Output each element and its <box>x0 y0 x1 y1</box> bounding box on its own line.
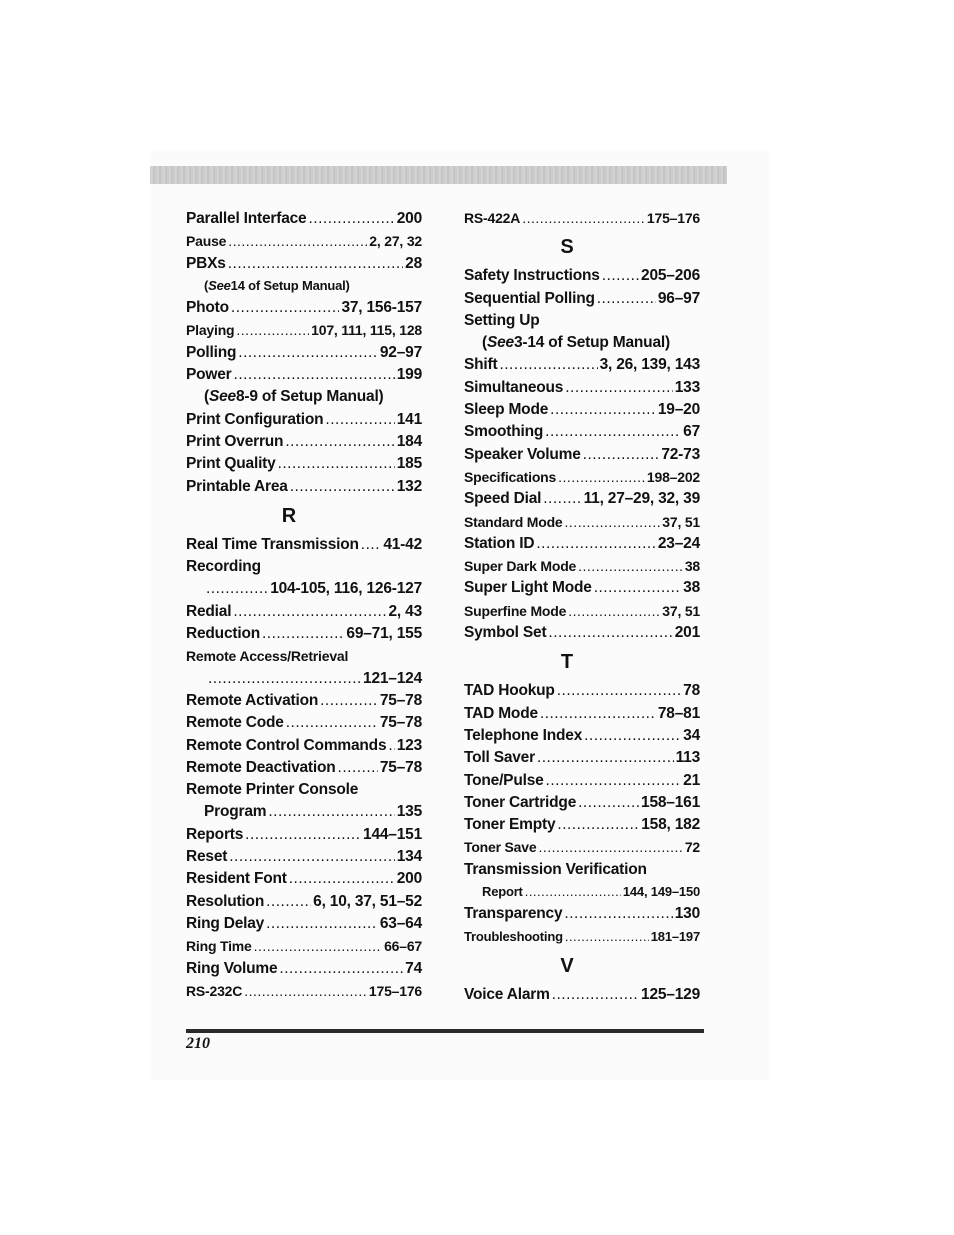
index-term: Photo <box>186 299 229 317</box>
index-pages: 21 <box>683 771 700 789</box>
leader-dots <box>308 208 394 230</box>
index-pages: 200 <box>396 870 422 888</box>
index-term: Voice Alarm <box>464 985 550 1003</box>
leader-dots <box>338 757 378 779</box>
leader-dots <box>289 868 395 890</box>
index-pages: 175–176 <box>368 982 422 999</box>
note-see-word: See <box>208 388 236 406</box>
index-entry <box>186 319 422 341</box>
index-pages: 34 <box>683 726 700 744</box>
leader-dots <box>568 600 660 622</box>
index-term: Polling <box>186 343 237 361</box>
index-entry <box>464 600 700 622</box>
index-pages: 181–197 <box>650 928 700 944</box>
index-term: Pause <box>186 233 227 250</box>
index-entry <box>186 958 422 980</box>
index-pages: 184 <box>396 432 422 450</box>
index-pages: 37, 51 <box>662 513 700 530</box>
index-pages: 75–78 <box>379 758 422 776</box>
index-pages: 75–78 <box>379 714 422 732</box>
index-entry <box>464 207 700 229</box>
index-pages: 107, 111, 115, 128 <box>311 322 422 339</box>
index-entry <box>186 891 422 913</box>
leader-dots <box>266 913 378 935</box>
index-term: Program <box>204 803 267 821</box>
index-term: Super Light Mode <box>464 579 592 597</box>
index-entry <box>186 230 422 252</box>
index-pages: 19–20 <box>657 401 700 419</box>
index-entry <box>464 770 700 792</box>
index-entry <box>186 690 422 712</box>
index-pages: 132 <box>396 477 422 495</box>
index-entry <box>186 534 422 556</box>
index-continuation <box>186 668 422 690</box>
leader-dots <box>228 253 403 275</box>
index-pages: 201 <box>674 624 700 642</box>
index-entry <box>186 253 422 275</box>
leader-dots <box>285 431 394 453</box>
index-entry <box>464 421 700 443</box>
index-column-left <box>186 208 422 1002</box>
index-entry <box>464 577 700 599</box>
index-term: Simultaneous <box>464 378 564 396</box>
index-entry <box>186 935 422 957</box>
index-entry <box>464 444 700 466</box>
index-entry <box>186 601 422 623</box>
leader-dots <box>552 984 639 1006</box>
index-entry <box>464 836 700 858</box>
index-pages: 205–206 <box>641 267 700 285</box>
index-entry-heading: Transmission Verification <box>464 860 647 878</box>
index-entry <box>186 453 422 475</box>
leader-dots <box>229 846 395 868</box>
index-entry <box>464 747 700 769</box>
leader-dots <box>236 319 309 341</box>
index-letter-heading: S <box>560 236 574 259</box>
index-entry <box>186 980 422 1002</box>
leader-dots <box>548 622 672 644</box>
index-entry <box>464 903 700 925</box>
leader-dots <box>234 364 395 386</box>
index-pages: 72 <box>684 839 700 856</box>
leader-dots <box>578 792 639 814</box>
index-entry <box>186 735 422 757</box>
index-entry <box>186 476 422 498</box>
index-term: Telephone Index <box>464 726 583 744</box>
index-term: Print Overrun <box>186 432 284 450</box>
leader-dots <box>233 601 386 623</box>
index-entry <box>464 488 700 510</box>
index-entry <box>186 431 422 453</box>
index-term: Remote Control Commands <box>186 736 387 754</box>
index-term: Ring Time <box>186 938 252 955</box>
index-pages: 23–24 <box>657 534 700 552</box>
index-entry <box>186 623 422 645</box>
index-pages: 185 <box>396 455 422 473</box>
index-entry <box>464 466 700 488</box>
index-pages: 67 <box>683 423 700 441</box>
index-term: Resident Font <box>186 870 287 888</box>
note-text: 8-9 of Setup Manual) <box>235 388 384 406</box>
leader-dots <box>325 409 394 431</box>
leader-dots <box>546 770 682 792</box>
index-term: Ring Delay <box>186 914 265 932</box>
index-entry <box>464 288 700 310</box>
leader-dots <box>578 555 683 577</box>
index-entry <box>186 868 422 890</box>
index-term: Print Configuration <box>186 410 324 428</box>
index-entry <box>186 913 422 935</box>
index-entry <box>186 801 422 823</box>
note-see-word: See <box>486 334 514 352</box>
leader-dots <box>597 288 656 310</box>
leader-dots <box>565 926 649 948</box>
leader-dots <box>550 399 656 421</box>
leader-dots <box>245 824 361 846</box>
index-term: Print Quality <box>186 455 276 473</box>
index-term: Specifications <box>464 468 557 485</box>
index-pages: 38 <box>683 579 700 597</box>
leader-dots <box>208 668 361 690</box>
leader-dots <box>268 801 394 823</box>
index-term: Toner Save <box>464 839 537 856</box>
index-entry <box>186 208 422 230</box>
index-entry <box>464 354 700 376</box>
leader-dots <box>545 421 681 443</box>
index-see-note <box>186 275 422 297</box>
index-entry-heading: Setting Up <box>464 311 540 329</box>
leader-dots <box>525 881 621 903</box>
index-entry <box>186 757 422 779</box>
index-term: RS-422A <box>464 210 521 226</box>
index-term: Sleep Mode <box>464 401 549 419</box>
leader-dots <box>557 814 639 836</box>
index-entry <box>464 622 700 644</box>
index-pages: 37, 51 <box>662 602 700 619</box>
index-pages: 144, 149–150 <box>622 884 700 900</box>
index-entry-heading: Remote Access/Retrieval <box>186 648 349 665</box>
index-letter-heading: R <box>281 504 297 527</box>
index-term: Toner Empty <box>464 816 556 834</box>
index-pages: 78–81 <box>657 704 700 722</box>
index-term: Smoothing <box>464 423 544 441</box>
leader-dots <box>361 534 382 556</box>
leader-dots <box>290 476 395 498</box>
index-term: Symbol Set <box>464 624 547 642</box>
leader-dots <box>564 903 672 925</box>
index-pages: 198–202 <box>646 468 700 485</box>
index-pages: 69–71, 155 <box>346 625 422 643</box>
index-see-note <box>464 332 700 354</box>
index-term: PBXs <box>186 254 226 272</box>
index-term: RS-232C <box>186 982 243 999</box>
leader-dots <box>279 958 403 980</box>
index-see-note <box>186 386 422 408</box>
index-pages: 130 <box>674 905 700 923</box>
leader-dots <box>278 453 395 475</box>
index-term: Remote Deactivation <box>186 758 336 776</box>
index-pages: 123 <box>396 736 422 754</box>
leader-dots <box>320 690 378 712</box>
leader-dots <box>538 836 682 858</box>
index-pages: 200 <box>396 210 422 227</box>
index-term: Reduction <box>186 625 260 643</box>
index-term: Station ID <box>464 534 535 552</box>
index-letter-heading: T <box>560 651 574 674</box>
leader-dots <box>536 533 656 555</box>
index-term: Standard Mode <box>464 513 563 530</box>
index-pages: 141 <box>396 410 422 428</box>
index-pages: 37, 156-157 <box>341 299 422 317</box>
index-pages: 144–151 <box>363 825 422 843</box>
index-term: Remote Code <box>186 714 284 732</box>
index-pages: 158, 182 <box>641 816 700 834</box>
index-term: TAD Hookup <box>464 682 555 700</box>
leader-dots <box>228 230 367 252</box>
leader-dots <box>499 354 597 376</box>
index-entry <box>186 409 422 431</box>
index-term: Super Dark Mode <box>464 558 577 575</box>
index-entry <box>186 364 422 386</box>
leader-dots <box>537 747 674 769</box>
leader-dots <box>254 935 382 957</box>
index-pages: 63–64 <box>379 914 422 932</box>
index-entry <box>464 555 700 577</box>
leader-dots <box>522 207 645 229</box>
index-pages: 38 <box>684 558 700 575</box>
leader-dots <box>565 511 661 533</box>
index-term: Ring Volume <box>186 959 278 977</box>
index-entry <box>186 824 422 846</box>
index-term: Speaker Volume <box>464 445 581 463</box>
page-number: 210 <box>186 1035 210 1052</box>
index-entry <box>464 881 700 903</box>
index-pages: 11, 27–29, 32, 39 <box>583 490 700 508</box>
leader-dots <box>540 703 656 725</box>
leader-dots <box>266 891 311 913</box>
index-pages: 74 <box>405 959 422 977</box>
leader-dots <box>583 444 660 466</box>
leader-dots <box>206 578 268 600</box>
leader-dots <box>388 735 394 757</box>
index-entry <box>186 342 422 364</box>
index-entry <box>464 533 700 555</box>
note-open-paren: ( <box>482 334 487 352</box>
index-letter-heading: V <box>560 954 574 977</box>
index-pages: 121–124 <box>363 669 422 687</box>
leader-dots <box>231 297 340 319</box>
index-term: Power <box>186 366 232 384</box>
leader-dots <box>565 377 673 399</box>
index-term: Printable Area <box>186 477 288 495</box>
note-open-paren: ( <box>204 277 209 293</box>
index-entry-heading: Remote Printer Console <box>186 781 359 799</box>
index-entry <box>186 712 422 734</box>
index-term: Transparency <box>464 905 563 923</box>
index-term: Report <box>482 884 523 900</box>
index-pages: 66–67 <box>384 938 422 955</box>
index-term: Toner Cartridge <box>464 793 577 811</box>
footer-rule <box>186 1029 704 1033</box>
index-pages: 3, 26, 139, 143 <box>599 356 700 374</box>
index-term: Reset <box>186 848 228 866</box>
leader-dots <box>594 577 681 599</box>
leader-dots <box>602 265 639 287</box>
index-term: Shift <box>464 356 498 374</box>
index-term: TAD Mode <box>464 704 538 722</box>
note-text: 14 of Setup Manual) <box>230 277 350 293</box>
index-entry <box>464 680 700 702</box>
index-entry <box>464 511 700 533</box>
index-term: Tone/Pulse <box>464 771 544 789</box>
index-entry <box>464 377 700 399</box>
index-continuation <box>186 578 422 600</box>
leader-dots <box>557 680 681 702</box>
index-pages: 199 <box>396 366 422 384</box>
index-pages: 72-73 <box>661 445 700 463</box>
index-pages: 175–176 <box>646 210 700 226</box>
leader-dots <box>558 466 645 488</box>
index-pages: 125–129 <box>641 985 700 1003</box>
index-term: Safety Instructions <box>464 267 600 285</box>
index-pages: 41-42 <box>383 535 422 553</box>
note-see-word: See <box>208 277 231 293</box>
index-term: Reports <box>186 825 244 843</box>
header-band <box>150 166 727 184</box>
index-term: Sequential Polling <box>464 289 595 307</box>
index-pages: 28 <box>405 254 422 272</box>
index-term: Playing <box>186 322 235 339</box>
index-term: Parallel Interface <box>186 210 307 227</box>
index-entry <box>464 984 700 1006</box>
index-entry <box>464 792 700 814</box>
index-term: Speed Dial <box>464 490 542 508</box>
index-term: Redial <box>186 602 232 620</box>
index-term: Superfine Mode <box>464 602 567 619</box>
index-pages: 96–97 <box>657 289 700 307</box>
index-entry-heading: Recording <box>186 558 261 576</box>
index-entry <box>464 926 700 948</box>
leader-dots <box>244 980 367 1002</box>
index-pages: 2, 43 <box>388 602 422 620</box>
index-pages: 133 <box>674 378 700 396</box>
index-term: Troubleshooting <box>464 928 563 944</box>
index-entry <box>464 265 700 287</box>
index-pages: 135 <box>396 803 422 821</box>
index-entry <box>464 399 700 421</box>
leader-dots <box>543 488 581 510</box>
index-pages: 158–161 <box>641 793 700 811</box>
leader-dots <box>262 623 344 645</box>
index-pages: 6, 10, 37, 51–52 <box>313 892 422 910</box>
leader-dots <box>238 342 378 364</box>
index-pages: 78 <box>683 682 700 700</box>
index-pages: 75–78 <box>379 691 422 709</box>
note-text: 3-14 of Setup Manual) <box>513 334 670 352</box>
index-term: Resolution <box>186 892 265 910</box>
index-entry <box>464 725 700 747</box>
index-term: Real Time Transmission <box>186 535 359 553</box>
note-open-paren: ( <box>204 388 209 406</box>
index-pages: 92–97 <box>379 343 422 361</box>
index-entry <box>186 297 422 319</box>
index-entry <box>464 703 700 725</box>
index-pages: 134 <box>396 848 422 866</box>
index-pages: 2, 27, 32 <box>369 233 422 250</box>
index-column-right <box>464 207 700 1006</box>
index-pages: 113 <box>675 749 700 767</box>
leader-dots <box>286 712 378 734</box>
index-term: Toll Saver <box>464 749 535 767</box>
index-pages: 104-105, 116, 126-127 <box>270 580 422 598</box>
index-term: Remote Activation <box>186 691 319 709</box>
index-entry <box>464 814 700 836</box>
index-entry <box>186 846 422 868</box>
leader-dots <box>584 725 681 747</box>
